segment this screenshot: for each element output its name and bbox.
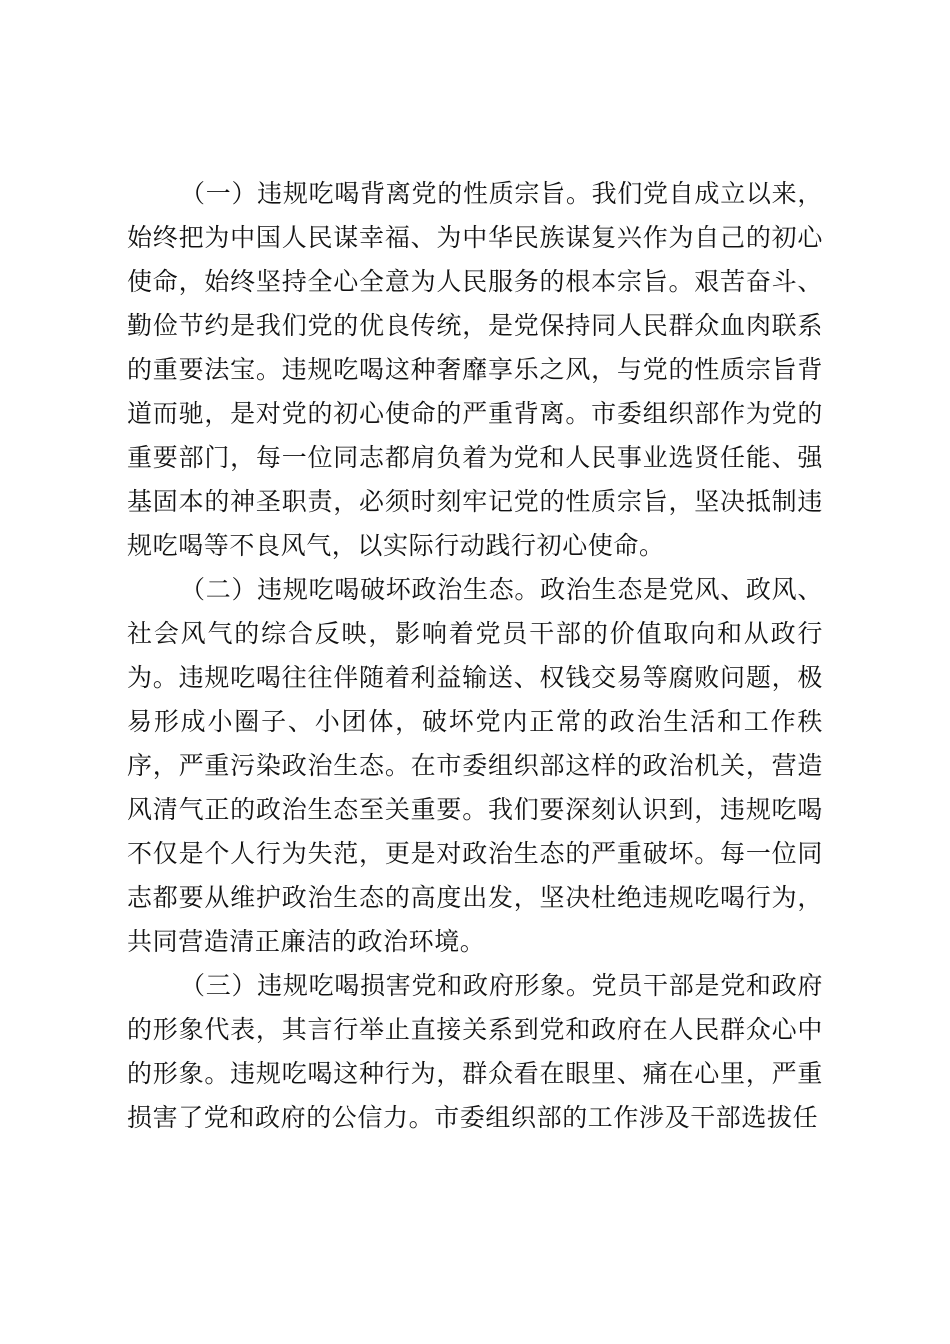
paragraph-3: （三）违规吃喝损害党和政府形象。党员干部是党和政府的形象代表，其言行举止直接关系到党和政府在人民群众心中的形象。违规吃喝这种行为，群众看在眼里、痛在心里，严重损害了党和政府的公信力。市委组织部的工作涉及干部选拔任 bbox=[127, 971, 823, 1132]
document-body bbox=[127, 172, 823, 1140]
paragraph-1: （一）违规吃喝背离党的性质宗旨。我们党自成立以来，始终把为中国人民谋幸福、为中华民族谋复兴作为自己的初心使命，始终坚持全心全意为人民服务的根本宗旨。艰苦奋斗、勤俭节约是我们党的优良传统，是党保持同人民群众血肉联系的重要法宝。违规吃喝这种奢靡享乐之风，与党的性质宗旨背道而驰，是对党的初心使命的严重背离。市委组织部作为党的重要部门，每一位同志都肩负着为党和人民事业选贤任能、强基固本的神圣职责，必须时刻牢记党的性质宗旨，坚决抵制违规吃喝等不良风气，以实际行动践行初心使命。 bbox=[127, 179, 823, 560]
paragraph-2: （二）违规吃喝破坏政治生态。政治生态是党风、政风、社会风气的综合反映，影响着党员干部的价值取向和从政行为。违规吃喝往往伴随着利益输送、权钱交易等腐败问题，极易形成小圈子、小团体，破坏党内正常的政治生活和工作秩序，严重污染政治生态。在市委组织部这样的政治机关，营造风清气正的政治生态至关重要。我们要深刻认识到，违规吃喝不仅是个人行为失范，更是对政治生态的严重破坏。每一位同志都要从维护政治生态的高度出发，坚决杜绝违规吃喝行为，共同营造清正廉洁的政治环境。 bbox=[127, 575, 823, 956]
